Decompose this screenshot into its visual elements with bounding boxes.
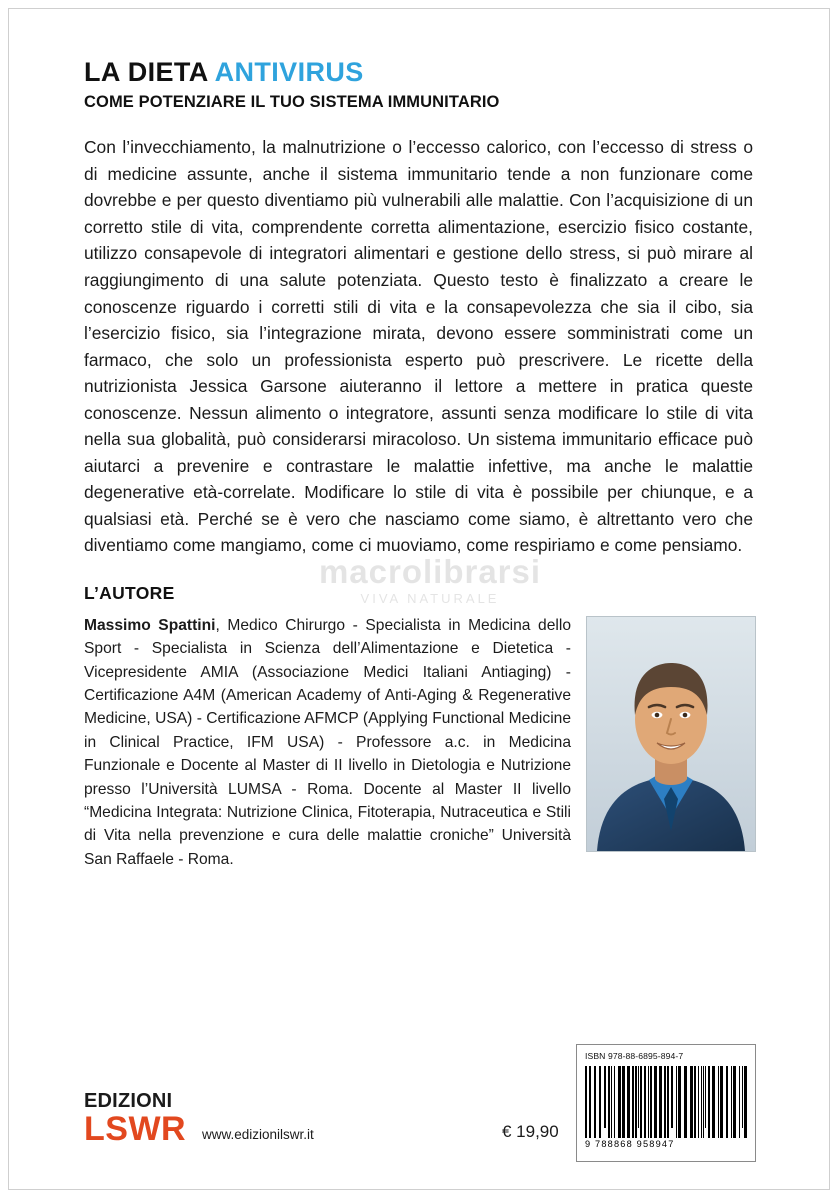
price-label: € 19,90 [502, 1122, 559, 1141]
author-photo [586, 616, 756, 852]
author-name: Massimo Spattini [84, 616, 216, 634]
page-title [84, 58, 756, 86]
title-accent: ANTIVIRUS [214, 57, 364, 87]
watermark-main: macrolibrarsi [318, 553, 542, 590]
author-portrait-illustration [587, 617, 755, 851]
publisher-logo [84, 1091, 186, 1146]
author-section-heading: L’AUTORE [84, 582, 175, 603]
author-bio-text: , Medico Chirurgo - Specialista in Medicina dello Sport - Specialista in Scienza dell’Alimentazione e Dietetica - Vicepresidente AMIA (Associazione Medici Italiani Antiaging) - Certificazione A4M (American Academy of Anti-Aging & Regenerative Medicine, USA) - Certificazione AFMCP (Applying Functional Medicine in Clinical Practice, IFM USA) - Professore a.c. in Medicina Funzionale e Docente al Master di II livello in Dietologia e Nutrizione presso l’Università LUMSA - Roma. Docente al Master II livello “Medicina Integrata: Nutrizione Clinica, Fitoterapia, Nutraceutica e Stili di Vita nella prevenzione e cura delle malattie croniche” Università San Raffaele - Roma. [84, 616, 571, 868]
author-block [84, 614, 756, 871]
publisher-line2: LSWR [84, 1110, 187, 1148]
author-bio [84, 614, 571, 871]
cover-content [84, 58, 756, 871]
isbn-label: ISBN 978-88-6895-894-7 [585, 1051, 684, 1061]
blurb-text: Con l’invecchiamento, la malnutrizione o l’eccesso calorico, con l’eccesso di stress o di medicine assunte, anche il sistema immunitario tende a non funzionare come dovrebbe e per questo diventiamo più vulnerabili alle malattie. Con l’acquisizione di un corretto stile di vita, comprendente corretta alimentazione, esercizio fisico costante, utilizzo consapevole di integratori alimentari e gestione dello stress, si può mirare al raggiungimento di una salute potenziata. Questo testo è finalizzato a creare le conoscenze riguardo i corretti stili di vita e la consapevolezza che sia il cibo, sia l’esercizio fisico, sia l’integrazione mirata, devono essere somministrati come un farmaco, che solo un professionista esperto può prescrivere. Le ricette della nutrizionista Jessica Garsone aiuteranno il lettore a mettere in pratica queste conoscenze. Nessun alimento o integratore, assunti senza modificare lo stile di vita nella sua globalità, può considerarsi miracoloso. Un sistema immunitario efficace può aiutarci a prevenire e contrastare le malattie infettive, ma anche le malattie degenerative età-correlate. Modificare lo stile di vita è possibile per chiunque, e a qualsiasi età. Perché se è vero che nasciamo come siamo, è altrettanto vero che diventiamo come mangiamo, come ci muoviamo, come respiriamo e come pensiamo. [84, 137, 753, 556]
title-main: LA DIETA [84, 57, 215, 87]
watermark-sub: VIVA NATURALE [360, 591, 500, 606]
barcode-digits: 9 788868 958947 [585, 1139, 675, 1149]
publisher-website: www.edizionilswr.it [202, 1127, 314, 1142]
barcode [576, 1044, 756, 1162]
barcode-bars [585, 1066, 749, 1138]
publisher-line1: EDIZIONI [84, 1090, 173, 1112]
page-subtitle: COME POTENZIARE IL TUO SISTEMA IMMUNITARIO [84, 93, 500, 112]
